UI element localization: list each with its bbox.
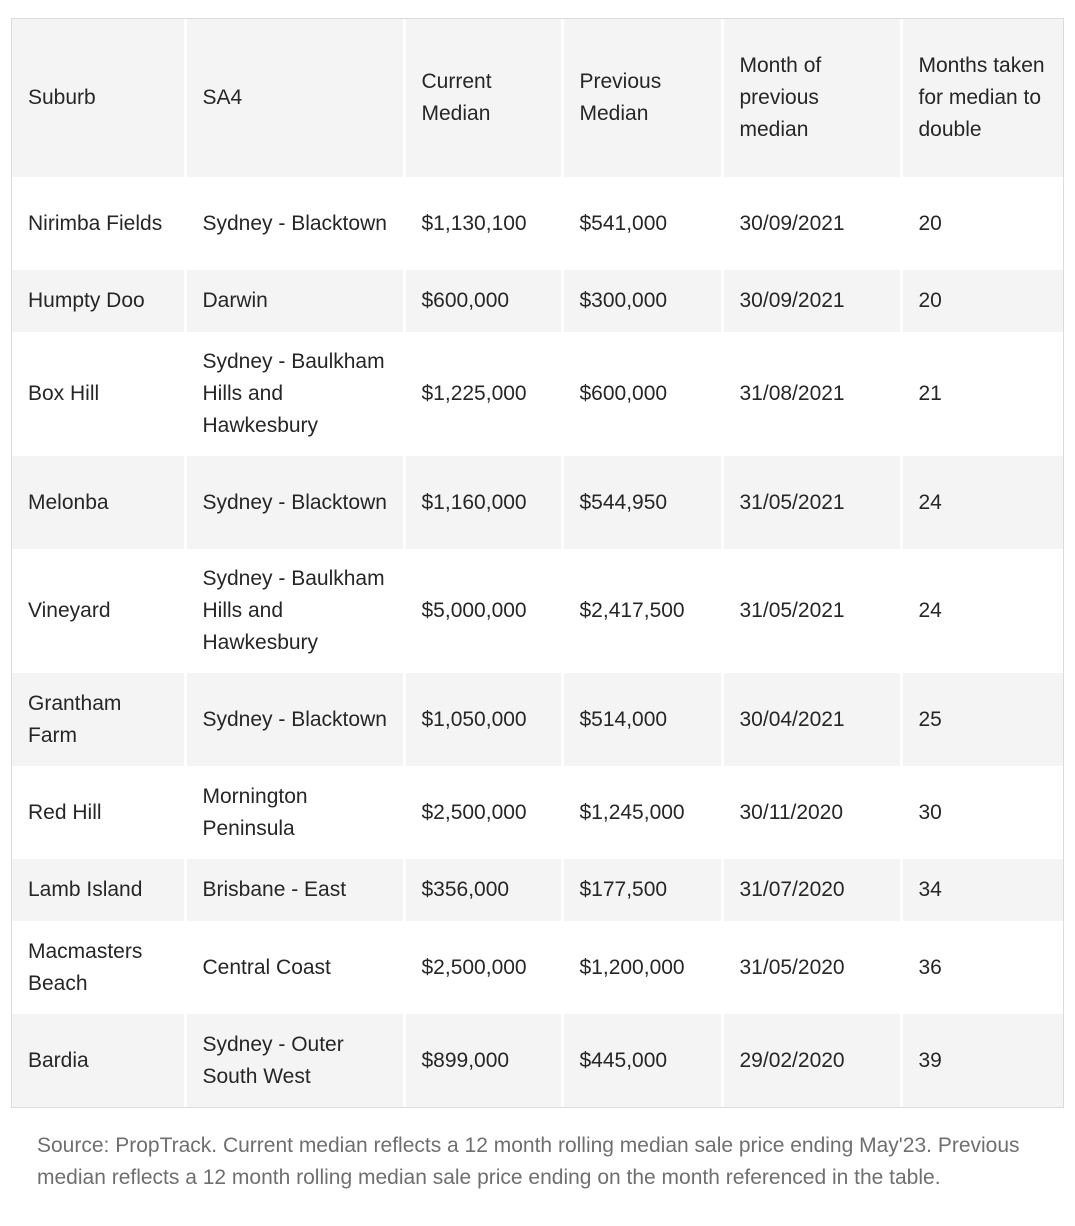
table-row: [12, 549, 1063, 673]
cell-previous-median: $544,950: [562, 456, 722, 549]
cell-current-median: $1,160,000: [404, 456, 562, 549]
table-row: [12, 673, 1063, 766]
table-header-row: [12, 19, 1063, 177]
cell-month-of-previous-median: 29/02/2020: [722, 1014, 901, 1107]
header-sa4: SA4: [185, 19, 404, 177]
cell-previous-median: $2,417,500: [562, 549, 722, 673]
header-previous-median: Previous Median: [562, 19, 722, 177]
cell-suburb: Bardia: [12, 1014, 185, 1107]
cell-previous-median: $600,000: [562, 332, 722, 456]
table-row: [12, 332, 1063, 456]
table-row: [12, 1014, 1063, 1107]
header-months-to-double: Months taken for median to double: [901, 19, 1063, 177]
cell-month-of-previous-median: 31/05/2021: [722, 456, 901, 549]
cell-sa4: Sydney - Blacktown: [185, 673, 404, 766]
cell-suburb: Red Hill: [12, 766, 185, 859]
cell-suburb: Lamb Island: [12, 859, 185, 921]
cell-suburb: Macmasters Beach: [12, 921, 185, 1014]
cell-current-median: $600,000: [404, 270, 562, 332]
cell-suburb: Vineyard: [12, 549, 185, 673]
cell-previous-median: $1,200,000: [562, 921, 722, 1014]
cell-month-of-previous-median: 30/04/2021: [722, 673, 901, 766]
source-note: Source: PropTrack. Current median reflects a 12 month rolling median sale price ending May'23. Previous median reflects a 12 month rolling median sale price ending on the month referenced in the table.: [37, 1134, 1020, 1189]
median-doubling-table: [12, 19, 1063, 1107]
table-row: [12, 921, 1063, 1014]
cell-months-to-double: 21: [901, 332, 1063, 456]
cell-suburb: Grantham Farm: [12, 673, 185, 766]
cell-current-median: $1,130,100: [404, 177, 562, 270]
cell-sa4: Sydney - Baulkham Hills and Hawkesbury: [185, 332, 404, 456]
cell-sa4: Central Coast: [185, 921, 404, 1014]
cell-suburb: Melonba: [12, 456, 185, 549]
cell-sa4: Brisbane - East: [185, 859, 404, 921]
cell-current-median: $2,500,000: [404, 921, 562, 1014]
cell-current-median: $1,050,000: [404, 673, 562, 766]
cell-month-of-previous-median: 30/09/2021: [722, 270, 901, 332]
cell-month-of-previous-median: 30/09/2021: [722, 177, 901, 270]
cell-current-median: $2,500,000: [404, 766, 562, 859]
cell-suburb: Box Hill: [12, 332, 185, 456]
cell-months-to-double: 20: [901, 270, 1063, 332]
cell-previous-median: $300,000: [562, 270, 722, 332]
cell-sa4: Sydney - Blacktown: [185, 177, 404, 270]
cell-sa4: Darwin: [185, 270, 404, 332]
cell-current-median: $356,000: [404, 859, 562, 921]
cell-current-median: $5,000,000: [404, 549, 562, 673]
table-row: [12, 766, 1063, 859]
cell-previous-median: $1,245,000: [562, 766, 722, 859]
cell-months-to-double: 25: [901, 673, 1063, 766]
cell-suburb: Nirimba Fields: [12, 177, 185, 270]
cell-current-median: $1,225,000: [404, 332, 562, 456]
cell-months-to-double: 34: [901, 859, 1063, 921]
cell-month-of-previous-median: 31/05/2020: [722, 921, 901, 1014]
table-row: [12, 859, 1063, 921]
header-month-of-previous-median: Month of previous median: [722, 19, 901, 177]
cell-sa4: Mornington Peninsula: [185, 766, 404, 859]
cell-suburb: Humpty Doo: [12, 270, 185, 332]
table-row: [12, 456, 1063, 549]
cell-months-to-double: 24: [901, 549, 1063, 673]
cell-sa4: Sydney - Blacktown: [185, 456, 404, 549]
cell-month-of-previous-median: 30/11/2020: [722, 766, 901, 859]
cell-month-of-previous-median: 31/05/2021: [722, 549, 901, 673]
header-current-median: Current Median: [404, 19, 562, 177]
cell-sa4: Sydney - Outer South West: [185, 1014, 404, 1107]
median-doubling-table-container: [11, 18, 1064, 1108]
cell-month-of-previous-median: 31/08/2021: [722, 332, 901, 456]
cell-months-to-double: 24: [901, 456, 1063, 549]
header-suburb: Suburb: [12, 19, 185, 177]
table-row: [12, 177, 1063, 270]
cell-months-to-double: 30: [901, 766, 1063, 859]
cell-sa4: Sydney - Baulkham Hills and Hawkesbury: [185, 549, 404, 673]
cell-previous-median: $514,000: [562, 673, 722, 766]
cell-months-to-double: 20: [901, 177, 1063, 270]
cell-previous-median: $541,000: [562, 177, 722, 270]
table-row: [12, 270, 1063, 332]
cell-previous-median: $445,000: [562, 1014, 722, 1107]
cell-months-to-double: 36: [901, 921, 1063, 1014]
cell-current-median: $899,000: [404, 1014, 562, 1107]
cell-months-to-double: 39: [901, 1014, 1063, 1107]
cell-month-of-previous-median: 31/07/2020: [722, 859, 901, 921]
cell-previous-median: $177,500: [562, 859, 722, 921]
